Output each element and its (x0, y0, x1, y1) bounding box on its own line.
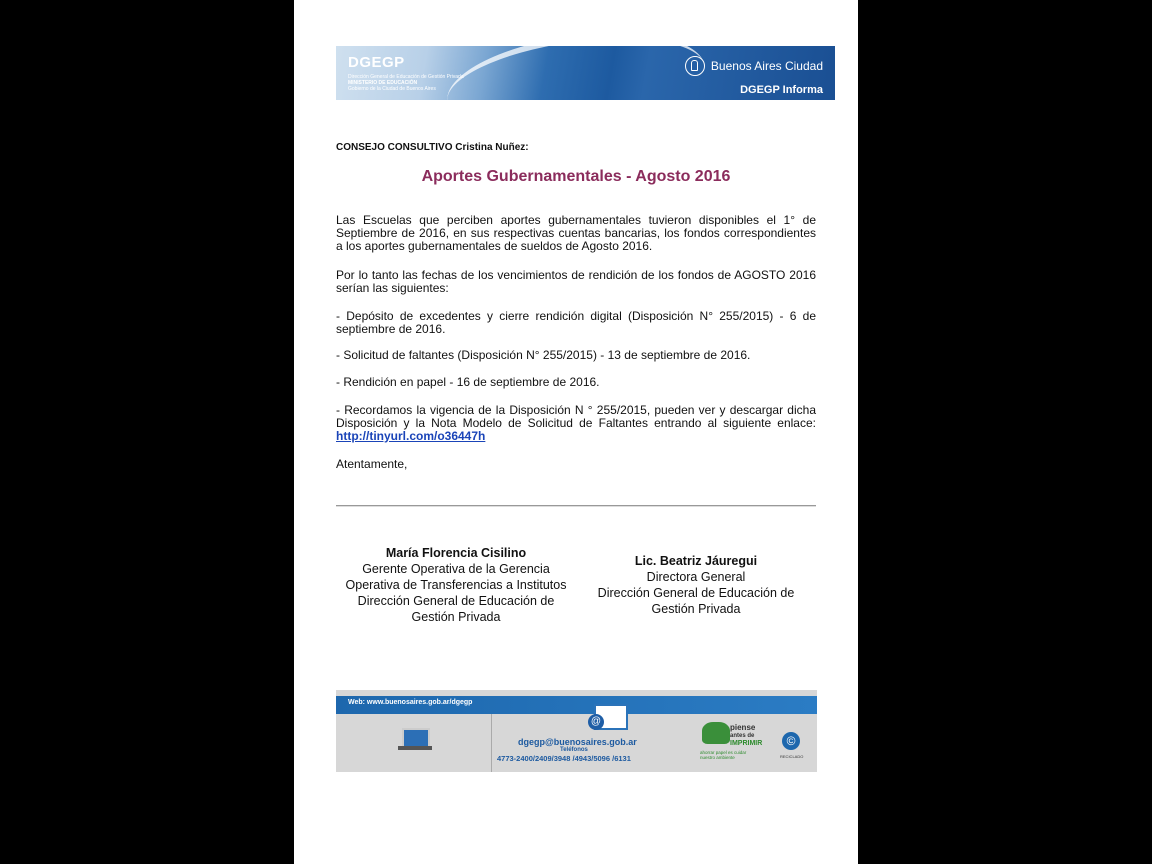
banner-left (348, 54, 464, 92)
slogan-line: ahorrar papel es cuidar (700, 750, 747, 755)
banner-brand: DGEGP (348, 54, 405, 71)
footer-email: dgegp@buenosaires.gob.ar (518, 737, 637, 747)
consejo-heading: CONSEJO CONSULTIVO Cristina Nuñez: (336, 142, 529, 153)
banner-line2: MINISTERIO DE EDUCACIÓN (348, 80, 418, 86)
paragraph-3: - Depósito de excedentes y cierre rendición digital (Disposición N° 255/2015) - 6 de septiembre de 2016. (336, 309, 816, 336)
at-sign-icon: @ (588, 714, 604, 730)
paragraph-2: Por lo tanto las fechas de los vencimientos de rendición de los fondos de AGOSTO 2016 serían las siguientes: (336, 268, 816, 295)
banner-city (685, 56, 823, 76)
antes-text: antes de (730, 733, 755, 739)
slogan (700, 750, 746, 760)
recycle-label: RECICLADO (780, 754, 804, 759)
signature-jauregui (586, 553, 806, 617)
signature-name: Lic. Beatriz Jáuregui (634, 554, 758, 568)
laptop-base-icon (398, 746, 432, 750)
signature-line: Gestión Privada (651, 602, 741, 616)
paragraph-4: - Solicitud de faltantes (Disposición N° 255/2015) - 13 de septiembre de 2016. (336, 348, 751, 362)
piense-logo (730, 724, 755, 740)
banner-swoosh (441, 46, 712, 100)
piense-text: piense (730, 723, 756, 732)
footer-tel: 4773-2400/2409/3948 /4943/5096 /6131 (497, 754, 631, 763)
recycle-icon: © (782, 732, 800, 750)
banner-line3: Gobierno de la Ciudad de Buenos Aires (348, 86, 436, 92)
banner-right (685, 56, 823, 96)
banner-informa: DGEGP Informa (740, 84, 823, 96)
paragraph-1: Las Escuelas que perciben aportes gubernamentales tuvieron disponibles el 1° de Septiembre de 2016, en sus respectivas cuentas bancarias, los fondos correspondientes a los aportes gubernamentales de sueldos de Agosto 2016. (336, 213, 816, 253)
banner-line1: Dirección General de Educación de Gestión Privada (348, 74, 464, 80)
paragraph-6 (336, 404, 816, 443)
paragraph-6-text: - Recordamos la vigencia de la Disposición N ° 255/2015, pueden ver y descargar dicha Disposición y la Nota Modelo de Solicitud de Faltantes entrando al siguiente enlace: (336, 403, 816, 430)
signature-cisilino (336, 545, 576, 625)
slogan-line: nuestro ambiente (700, 755, 735, 760)
signature-line: Directora General (646, 570, 746, 584)
imprimir-text: IMPRIMIR (730, 740, 763, 747)
horizontal-rule (336, 505, 816, 506)
paragraph-5: - Rendición en papel - 16 de septiembre de 2016. (336, 375, 600, 389)
banner-city-label: Buenos Aires Ciudad (710, 59, 823, 73)
footer-banner (336, 690, 817, 772)
header-banner (336, 46, 835, 100)
laptop-icon (402, 728, 430, 748)
signature-line: Dirección General de Educación de (357, 594, 555, 608)
signature-line: Gerente Operativa de la Gerencia (362, 562, 550, 576)
document-title: Aportes Gubernamentales - Agosto 2016 (421, 168, 731, 185)
signature-line: Operativa de Transferencias a Institutos (345, 578, 567, 592)
signature-name: María Florencia Cisilino (385, 546, 527, 560)
closing: Atentamente, (336, 457, 408, 471)
document-page (294, 0, 858, 864)
footer-tel-label: Teléfonos (560, 747, 588, 753)
footer-topbar (336, 696, 817, 714)
tree-icon (702, 722, 730, 744)
footer-web: Web: www.buenosaires.gob.ar/dgegp (348, 699, 473, 706)
signature-line: Dirección General de Educación de (597, 586, 795, 600)
tinyurl-link[interactable]: http://tinyurl.com/o36447h (336, 429, 486, 443)
signature-line: Gestión Privada (411, 610, 501, 624)
footer-divider (491, 714, 492, 772)
city-seal-icon (685, 56, 705, 76)
